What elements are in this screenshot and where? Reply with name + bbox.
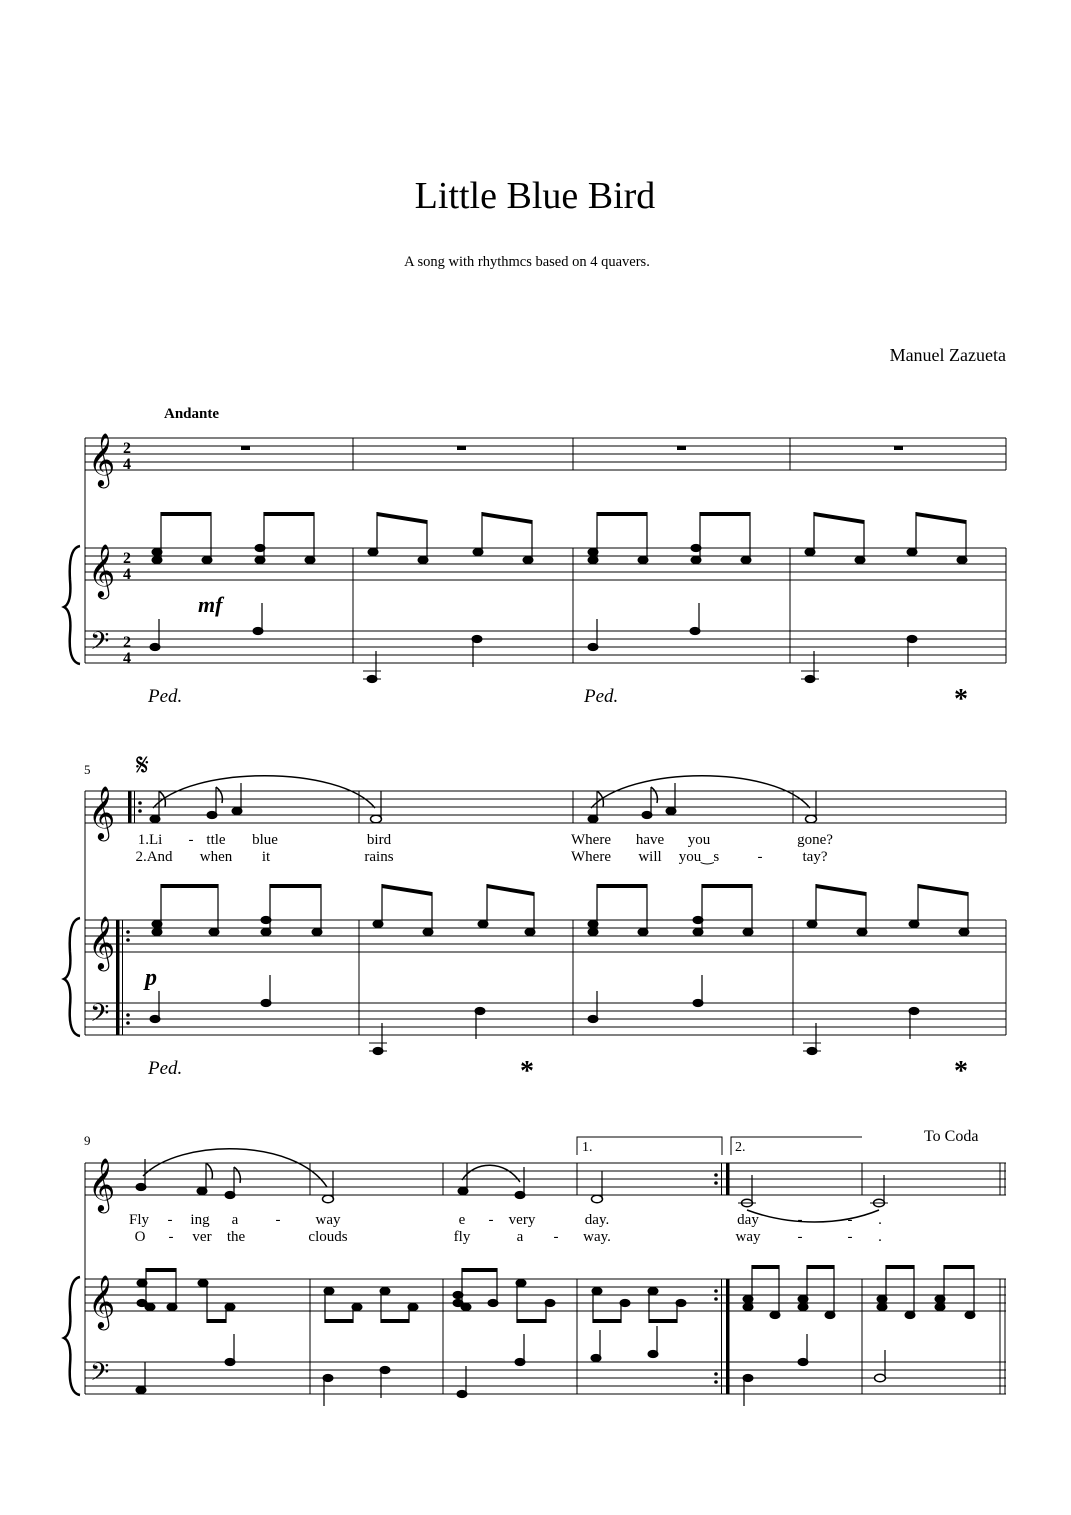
lyric-hyphen: - bbox=[553, 1229, 559, 1245]
to-coda-marking: To Coda bbox=[924, 1128, 979, 1145]
repeat-end-barline bbox=[714, 1279, 729, 1394]
lyrics-verse-1 bbox=[129, 1212, 882, 1228]
system-3 bbox=[64, 1128, 1006, 1406]
lyric-syllable: bird bbox=[366, 832, 392, 848]
time-signature-top: 2 bbox=[123, 440, 131, 457]
system-2 bbox=[64, 748, 1006, 1087]
bass-clef-icon: 𝄢 bbox=[90, 627, 110, 662]
lyric-hyphen: - bbox=[188, 832, 194, 848]
lyric-syllable: you bbox=[687, 832, 711, 848]
repeat-start-barline bbox=[116, 920, 130, 1035]
voice-notes bbox=[136, 1159, 888, 1207]
lyric-hyphen: - bbox=[167, 1212, 173, 1228]
time-signature-bottom: 4 bbox=[123, 456, 131, 473]
lyric-syllable: . bbox=[878, 1212, 882, 1228]
lyric-syllable: 2.And bbox=[135, 849, 173, 865]
treble-clef-icon: 𝄞 bbox=[88, 1157, 116, 1211]
lyrics-verse-2 bbox=[135, 1229, 882, 1245]
lyric-syllable: Fly bbox=[128, 1212, 150, 1228]
lyric-hyphen: - bbox=[847, 1212, 853, 1228]
lyric-syllable: day bbox=[737, 1212, 759, 1228]
tempo-marking: Andante bbox=[164, 406, 220, 422]
voice-staff bbox=[85, 438, 1006, 663]
treble-clef-icon: 𝄞 bbox=[88, 543, 116, 597]
time-signature-bottom: 4 bbox=[123, 650, 131, 667]
dynamic-marking: p bbox=[145, 965, 157, 991]
lyric-syllable: fly bbox=[453, 1229, 471, 1245]
lyric-syllable: . bbox=[878, 1229, 882, 1245]
time-signature-top: 2 bbox=[123, 634, 131, 651]
lyric-hyphen: - bbox=[757, 849, 763, 865]
lyric-syllable: way bbox=[735, 1229, 761, 1245]
piano-brace-icon bbox=[64, 918, 80, 1036]
piano-treble-staff bbox=[85, 548, 1006, 663]
measure-number: 5 bbox=[84, 762, 91, 777]
piano-bass-staff bbox=[85, 631, 1006, 663]
lyric-syllable: ing bbox=[190, 1212, 210, 1228]
lyric-syllable: rains bbox=[364, 849, 394, 865]
lyric-syllable: it bbox=[261, 849, 271, 865]
treble-clef-icon: 𝄞 bbox=[88, 1274, 116, 1328]
phrase-slurs bbox=[153, 776, 810, 808]
pedal-up-marking: * bbox=[954, 684, 968, 715]
piano-bass-staff bbox=[85, 1003, 1006, 1035]
pedal-down-marking: Ped. bbox=[148, 686, 183, 707]
time-signature-bottom: 4 bbox=[123, 566, 131, 583]
treble-clef-icon: 𝄞 bbox=[88, 915, 116, 969]
lyric-syllable: 1.Li bbox=[137, 832, 163, 848]
lyric-syllable: Where bbox=[571, 832, 611, 848]
lyric-syllable: a bbox=[516, 1229, 524, 1245]
lyric-hyphen: - bbox=[488, 1212, 494, 1228]
lyric-syllable: when bbox=[199, 849, 233, 865]
piano-bass-notes bbox=[150, 975, 919, 1055]
song-subtitle: A song with rhythmcs based on 4 quavers. bbox=[404, 254, 650, 270]
lyric-syllable: very bbox=[508, 1212, 536, 1228]
piano-brace-icon bbox=[64, 546, 80, 664]
lyric-syllable: way. bbox=[583, 1229, 611, 1245]
lyrics-verse-1 bbox=[138, 832, 834, 848]
lyric-syllable: Where bbox=[571, 849, 611, 865]
phrase-slurs bbox=[143, 1149, 879, 1222]
lyric-syllable: will bbox=[638, 849, 662, 865]
dynamic-marking: mf bbox=[198, 592, 223, 617]
lyric-syllable: you‿s bbox=[678, 849, 720, 865]
piano-bass-notes bbox=[150, 603, 917, 683]
piano-brace-icon bbox=[64, 1277, 80, 1395]
lyric-syllable: way bbox=[315, 1212, 341, 1228]
song-title: Little Blue Bird bbox=[414, 175, 656, 217]
lyric-syllable: gone? bbox=[797, 832, 833, 848]
lyric-syllable: ver bbox=[192, 1229, 212, 1245]
whole-rests bbox=[241, 446, 903, 450]
lyric-syllable: the bbox=[226, 1229, 246, 1245]
piano-treble-staff bbox=[85, 920, 1006, 1035]
treble-clef-icon: 𝄞 bbox=[88, 785, 116, 839]
system-1 bbox=[64, 432, 1006, 715]
piano-treble-notes bbox=[137, 1265, 975, 1323]
pedal-up-marking: * bbox=[954, 1056, 968, 1087]
bass-clef-icon: 𝄢 bbox=[90, 1358, 110, 1393]
lyric-hyphen: - bbox=[275, 1212, 281, 1228]
piano-treble-staff bbox=[85, 1279, 1006, 1394]
lyric-syllable: tay? bbox=[802, 849, 828, 865]
lyric-syllable: blue bbox=[252, 832, 278, 848]
lyric-hyphen: - bbox=[797, 1212, 803, 1228]
first-ending-bracket bbox=[577, 1137, 722, 1155]
time-signature-top: 2 bbox=[123, 550, 131, 567]
lyric-hyphen: - bbox=[168, 1229, 174, 1245]
pedal-down-marking: Ped. bbox=[148, 1058, 183, 1079]
pedal-up-marking: * bbox=[520, 1056, 534, 1087]
lyric-hyphen: - bbox=[797, 1229, 803, 1245]
lyric-syllable: e bbox=[458, 1212, 466, 1228]
lyric-syllable: clouds bbox=[308, 1229, 348, 1245]
pedal-down-marking: Ped. bbox=[584, 686, 619, 707]
second-ending-bracket bbox=[731, 1137, 862, 1155]
lyric-syllable: a bbox=[231, 1212, 239, 1228]
piano-bass-staff bbox=[85, 1362, 1006, 1394]
lyric-syllable: have bbox=[635, 832, 665, 848]
segno-icon: 𝄋 bbox=[136, 748, 149, 783]
lyric-syllable: day. bbox=[584, 1212, 610, 1228]
lyric-syllable: ttle bbox=[206, 832, 226, 848]
voice-notes bbox=[150, 783, 817, 823]
lyrics-verse-2 bbox=[135, 849, 827, 865]
first-ending-label: 1. bbox=[582, 1140, 593, 1155]
composer-name: Manuel Zazueta bbox=[889, 345, 1006, 365]
second-ending-label: 2. bbox=[735, 1140, 746, 1155]
lyric-hyphen: - bbox=[847, 1229, 853, 1245]
lyric-syllable: O bbox=[134, 1229, 146, 1245]
voice-staff bbox=[85, 791, 1006, 1035]
bass-clef-icon: 𝄢 bbox=[90, 999, 110, 1034]
treble-clef-icon: 𝄞 bbox=[88, 432, 116, 486]
measure-number: 9 bbox=[84, 1133, 91, 1148]
